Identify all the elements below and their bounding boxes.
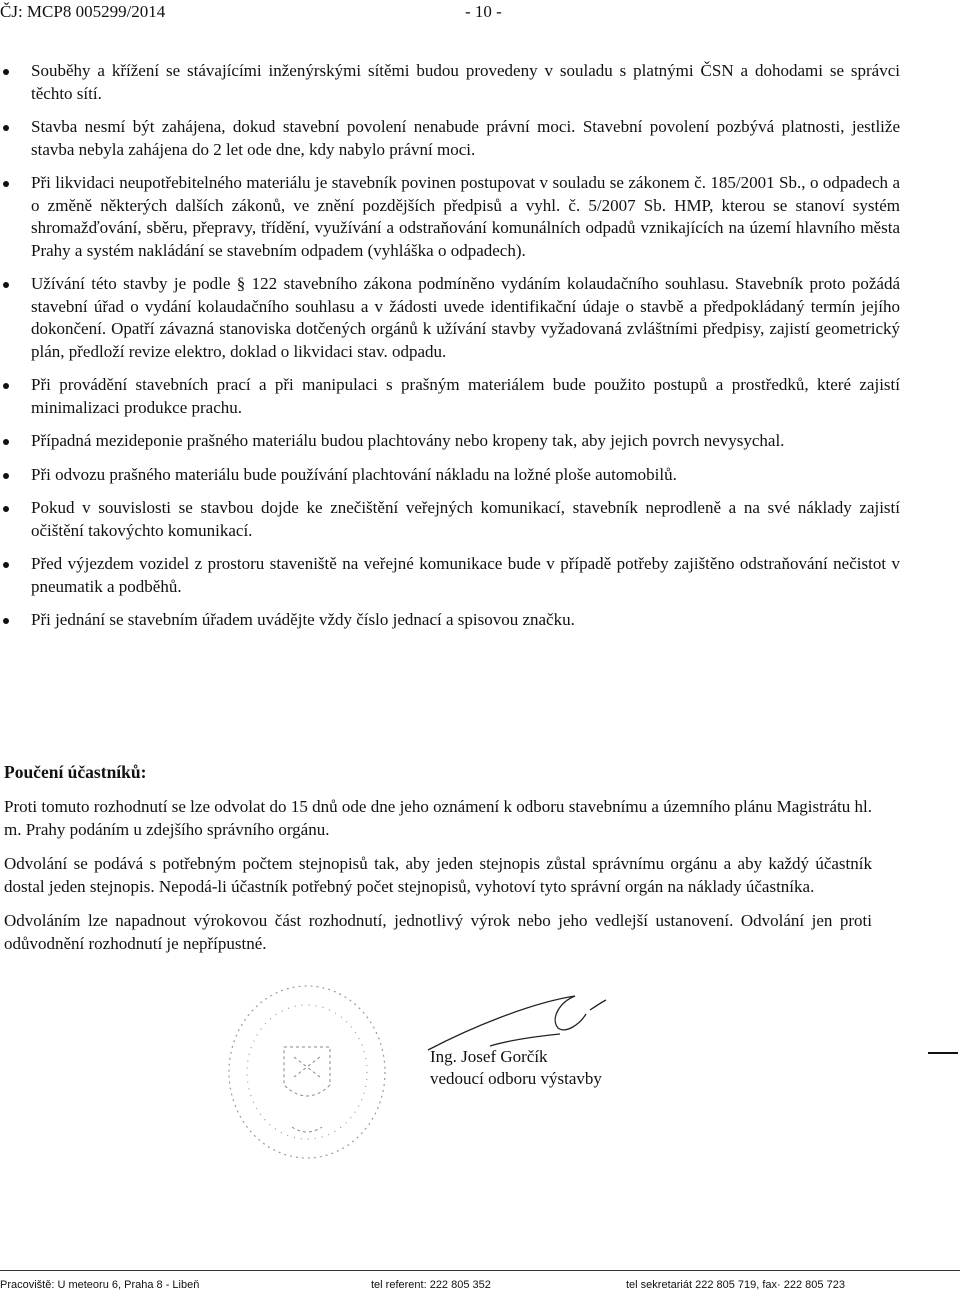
signer-role: vedoucí odboru výstavby [430, 1069, 602, 1088]
notice-paragraph: Proti tomuto rozhodnutí se lze odvolat do 15 dnů ode dne jeho oznámení k odboru stavebnímu a územního plánu Magistrátu hl. m. Prahy podáním u zdejšího správního orgánu. [4, 797, 872, 839]
bullet-icon [3, 69, 9, 75]
participants-notice [4, 761, 872, 967]
official-stamp-icon [222, 977, 392, 1167]
page-number: - 10 - [465, 2, 502, 21]
signer-name: Ing. Josef Gorčík [430, 1047, 548, 1066]
bullet-icon [3, 506, 9, 512]
bullet-icon [3, 125, 9, 131]
list-item: Před výjezdem vozidel z prostoru staveniště na veřejné komunikace bude v případě potřeby zajištěno odstraňování nečistot v pneumatik a podběhů. [0, 553, 900, 598]
notice-paragraph: Odvoláním lze napadnout výrokovou část rozhodnutí, jednotlivý výrok nebo jeho vedlejší ustanovení. Odvolání jen proti odůvodnění rozhodnutí je nepřípustné. [4, 911, 872, 953]
bullet-icon [3, 282, 9, 288]
list-item: Případná mezideponie prašného materiálu budou plachtovány nebo kropeny tak, aby jejich povrch nevysychal. [0, 430, 900, 453]
bullet-icon [3, 562, 9, 568]
footer-tel-secretariat: tel sekretariát 222 805 719, fax· 222 805 723 [626, 1279, 845, 1291]
bullet-icon [3, 473, 9, 479]
list-item: Při likvidaci neupotřebitelného materiálu je stavebník povinen postupovat v souladu se zákonem č. 185/2001 Sb., o odpadech a o změně některých dalších zákonů, ve znění pozdějších předpisů a vyhl. č. 5/2007 Sb. HMP, kterou se stanoví systém shromažďování, sběru, přepravy, třídění, využívání a odstraňování komunálních odpadů vznikajících na území hlavního města Prahy a systém nakládání se stavebním odpadem (vyhláška o odpadech). [0, 172, 900, 262]
bullet-icon [3, 383, 9, 389]
list-item: Užívání této stavby je podle § 122 stavebního zákona podmíněno vydáním kolaudačního souhlasu. Stavebník proto požádá stavební úřad o vydání kolaudačního souhlasu a v žádosti uvede identifikační údaje o stavbě a předpokládaný termín jejího dokončení. Opatří závazná stanoviska dotčených orgánů k užívání stavby vyžadovaná zvláštními předpisy, zajistí geometrický plán, předloží revize elektro, doklad o likvidaci stav. odpadu. [0, 273, 900, 363]
signer-block [430, 1046, 602, 1088]
bullet-icon [3, 439, 9, 445]
list-item: Pokud v souvislosti se stavbou dojde ke znečištění veřejných komunikací, stavebník neprodleně a na své náklady zajistí očištění takovýchto komunikací. [0, 497, 900, 542]
notice-paragraph: Odvolání se podává s potřebným počtem stejnopisů tak, aby jeden stejnopis zůstal správnímu orgánu a aby každý účastník dostal jeden stejnopis. Nepodá-li účastník potřebný počet stejnopisů, vyhotoví tyto správní orgán na náklady účastníka. [4, 854, 872, 896]
bullet-icon [3, 618, 9, 624]
list-item: Souběhy a křížení se stávajícími inženýrskými sítěmi budou provedeny v souladu s platnými ČSN a dohodami se správci těchto sítí. [0, 60, 900, 105]
list-item: Při odvozu prašného materiálu bude používání plachtování nákladu na ložné ploše automobilů. [0, 464, 900, 487]
list-item: Stavba nesmí být zahájena, dokud stavební povolení nenabude právní moci. Stavební povolení pozbývá platnosti, jestliže stavba nebyla zahájena do 2 let ode dne, kdy nabylo právní moci. [0, 116, 900, 161]
document-reference: ČJ: MCP8 005299/2014 [0, 2, 166, 21]
notice-heading: Poučení účastníků: [4, 762, 147, 782]
page-header [0, 2, 960, 26]
bullet-icon [3, 181, 9, 187]
conditions-list [0, 60, 900, 643]
footer-tel-referent: tel referent: 222 805 352 [371, 1279, 491, 1291]
list-item: Při provádění stavebních prací a při manipulaci s prašným materiálem bude použito postupů a prostředků, které zajistí minimalizaci produkce prachu. [0, 374, 900, 419]
margin-dash [928, 1052, 958, 1054]
list-item: Při jednání se stavebním úřadem uvádějte vždy číslo jednací a spisovou značku. [0, 609, 900, 632]
page-footer [0, 1270, 960, 1297]
footer-address: Pracoviště: U meteoru 6, Praha 8 - Libeň [0, 1279, 200, 1291]
